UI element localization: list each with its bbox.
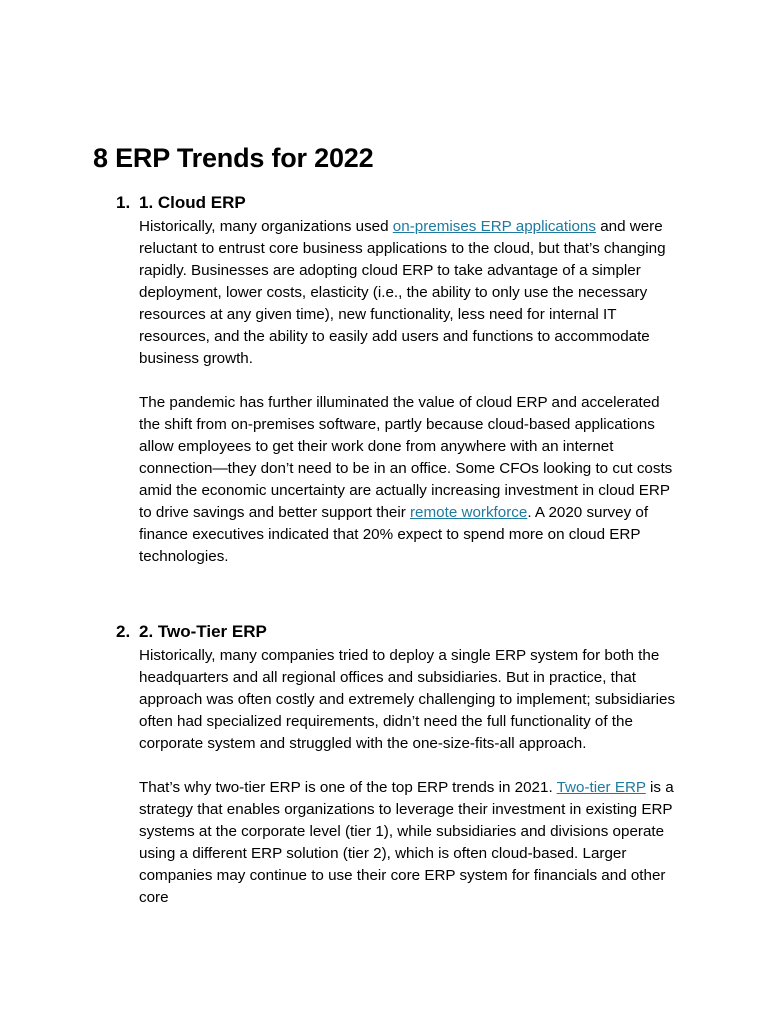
paragraph-text: That’s why two-tier ERP is one of the top ERP trends in 2021. [139,779,557,796]
section-two-tier-erp [0,619,768,909]
section-heading [0,190,768,216]
paragraph [139,392,679,568]
section-title: 1. Cloud ERP [139,193,246,212]
section-heading [0,619,768,645]
page-title: 8 ERP Trends for 2022 [93,143,374,173]
on-premises-erp-link[interactable]: on-premises ERP applications [392,218,596,235]
paragraph-text: is a strategy that enables organizations to leverage their investment in existing ERP systems at the corporate level (tier 1), while subsidiaries and divisions operate using a different ERP solution (tier 2), which is often cloud-based. Larger companies may continue to use their core ERP system for financials and other core [139,779,674,906]
paragraph-text: The pandemic has further illuminated the value of cloud ERP and accelerated the shift from on-premises software, partly because cloud-based applications allow employees to get their work done from anywhere with an internet connection—they don’t need to be in an office. Some CFOs looking to cut costs amid the economic uncertainty are actually increasing investment in cloud ERP to drive savings and better support their [139,394,673,521]
section-cloud-erp [0,190,768,568]
list-number: 2. [116,622,131,641]
paragraph: Historically, many companies tried to deploy a single ERP system for both the headquarters and all regional offices and subsidiaries. But in practice, that approach was often costly and extremely challenging to implement; subsidiaries often had specialized requirements, didn’t need the full functionality of the corporate system and struggled with the one-size-fits-all approach. [139,647,676,752]
remote-workforce-link[interactable]: remote workforce [410,504,528,521]
paragraph-text: . A 2020 survey of finance executives indicated that 20% expect to spend more on cloud ERP technologies. [139,504,649,565]
two-tier-erp-link[interactable]: Two-tier ERP [556,779,646,796]
paragraph [139,777,679,909]
paragraph [139,216,679,370]
list-number: 1. [116,193,131,212]
paragraph-text: Historically, many organizations used [139,218,393,235]
paragraph-text: and were reluctant to entrust core business applications to the cloud, but that’s changing rapidly. Businesses are adopting cloud ERP to take advantage of a simpler deployment, lower costs, elasticity (i.e., the ability to only use the necessary resources at any given time), new functionality, less need for internal IT resources, and the ability to easily add users and functions to accommodate business growth. [139,218,666,367]
section-title: 2. Two-Tier ERP [139,622,267,641]
